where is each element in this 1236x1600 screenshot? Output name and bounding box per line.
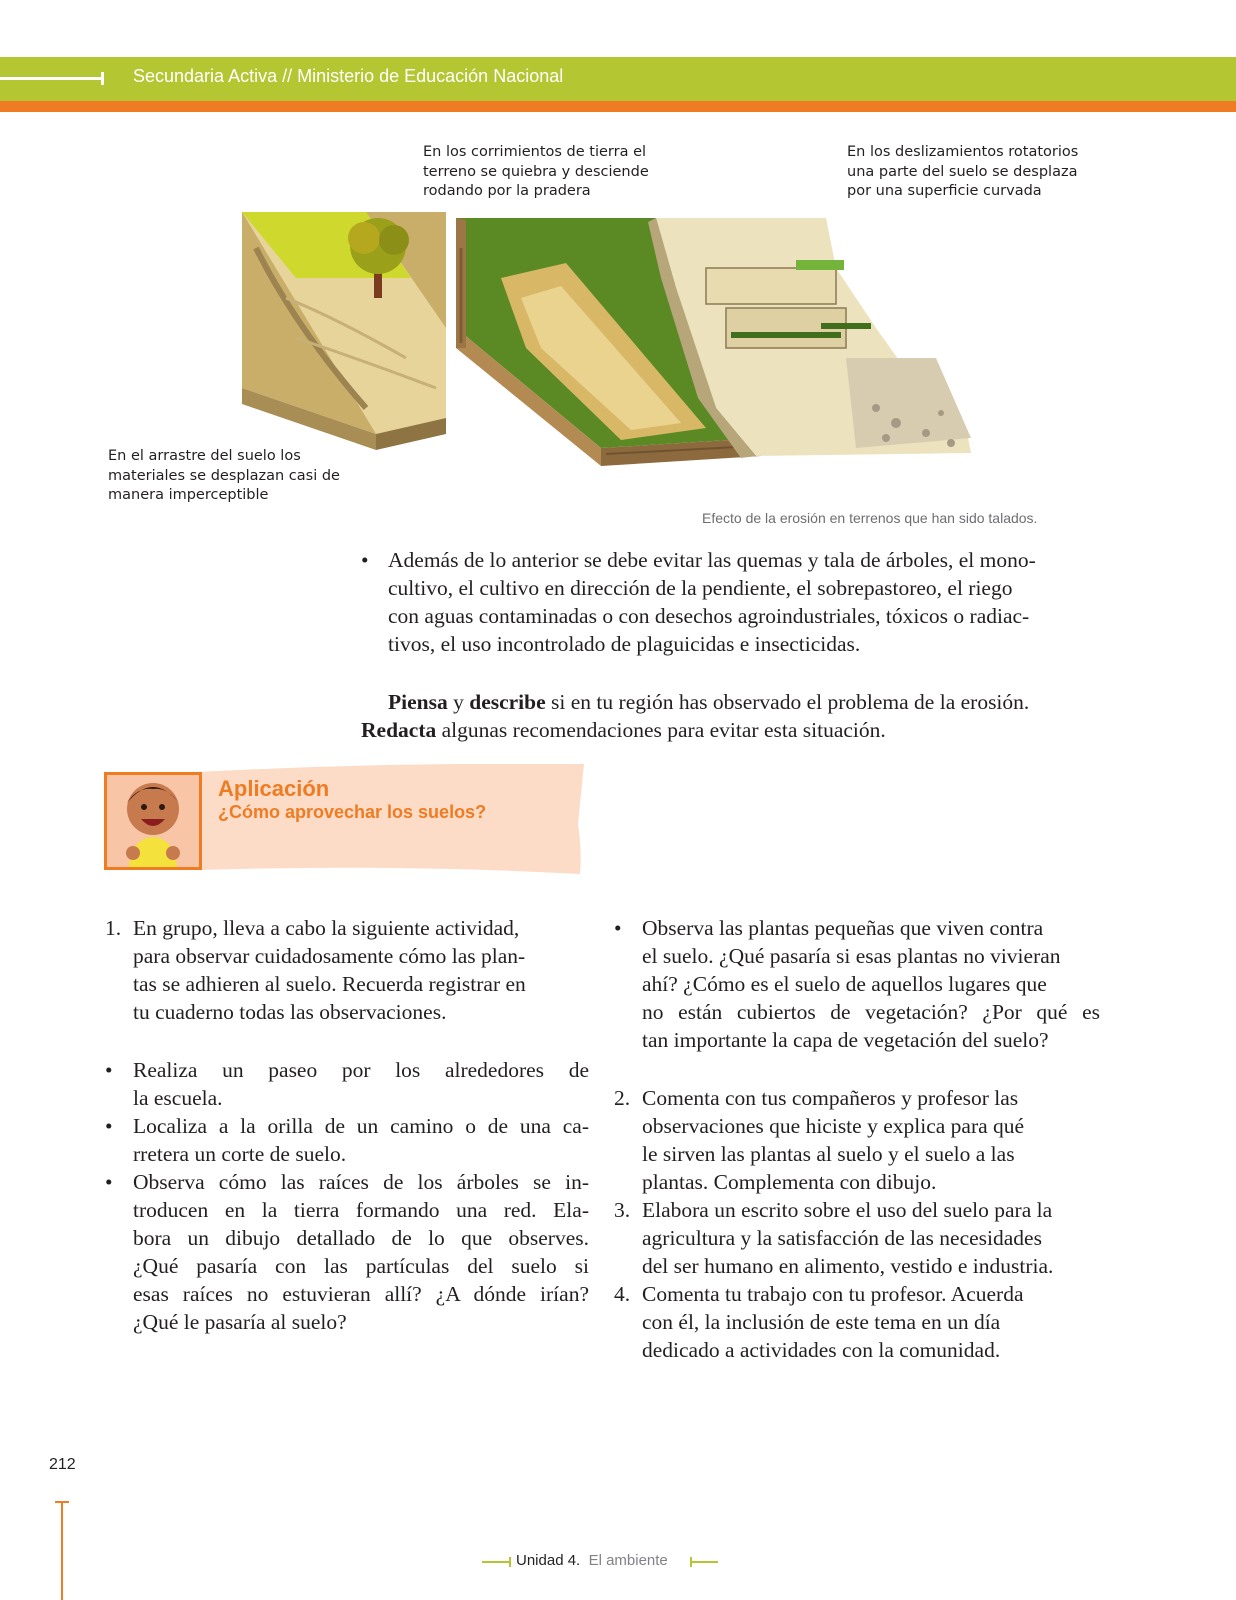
- item1-line: tu cuaderno todas las observaciones.: [133, 1000, 447, 1024]
- bullet-line: Observa las plantas pequeñas que viven contra: [642, 916, 1044, 940]
- page-number: 212: [49, 1456, 76, 1473]
- bullet-line: rretera un corte de suelo.: [133, 1142, 347, 1166]
- item-line: Comenta con tus compañeros y profesor las: [642, 1086, 1019, 1110]
- intro-line: cultivo, el cultivo en dirección de la pendiente, el sobrepastoreo, el riego: [388, 576, 1013, 600]
- footer-unit: Unidad 4. El ambiente: [516, 1552, 668, 1569]
- think-paragraph-line1: Piensa y describe si en tu región has observado el problema de la erosión.: [388, 690, 1030, 714]
- header-rule-tick: [101, 72, 104, 85]
- bullet-mark: •: [105, 1170, 113, 1194]
- item-number: 3.: [614, 1198, 631, 1222]
- bullet-line: ¿Qué le pasaría al suelo?: [133, 1310, 347, 1334]
- bullet-line: Observa cómo las raíces de los árboles se in-: [133, 1170, 589, 1194]
- item-number: 2.: [614, 1086, 631, 1110]
- item-line: le sirven las plantas al suelo y el suelo a las: [642, 1142, 1015, 1166]
- footer-rule-left-tick: [509, 1557, 511, 1567]
- intro-line: tivos, el uso incontrolado de plaguicidas e insecticidas.: [388, 632, 861, 656]
- bullet-mark: •: [105, 1058, 113, 1082]
- item-line: observaciones que hiciste y explica para qué: [642, 1114, 1025, 1138]
- item1-line: tas se adhieren al suelo. Recuerda registrar en: [133, 972, 526, 996]
- figure-label-rotational: En los deslizamientos rotatorios una parte del suelo se desplaza por una superficie curvada: [847, 144, 1079, 199]
- bullet-line: la escuela.: [133, 1086, 223, 1110]
- item-line: agricultura y la satisfacción de las necesidades: [642, 1226, 1042, 1250]
- bullet-line: tan importante la capa de vegetación del suelo?: [642, 1028, 1049, 1052]
- bullet-line: Realiza un paseo por los alrededores de: [133, 1058, 589, 1082]
- footer-rule-right: [690, 1561, 718, 1563]
- bullet-mark: •: [105, 1114, 113, 1138]
- student-avatar: [104, 772, 202, 870]
- margin-rule: [61, 1502, 63, 1600]
- item-line: dedicado a actividades con la comunidad.: [642, 1338, 1001, 1362]
- bullet-line: bora un dibujo detallado de lo que observes.: [133, 1226, 589, 1250]
- item-number: 1.: [105, 916, 122, 940]
- aplicacion-title: Aplicación: [218, 776, 330, 801]
- erosion-illustration: [236, 208, 996, 470]
- bullet-line: troducen en la tierra formando una red. Ela-: [133, 1198, 589, 1222]
- think-paragraph-line2: Redacta algunas recomendaciones para evitar esta situación.: [361, 718, 886, 742]
- item-line: del ser humano en alimento, vestido e industria.: [642, 1254, 1054, 1278]
- item-line: Elabora un escrito sobre el uso del suelo para la: [642, 1198, 1053, 1222]
- bullet-line: no están cubiertos de vegetación? ¿Por qué es: [642, 1000, 1100, 1024]
- bullet-mark: •: [614, 916, 622, 940]
- bullet-line: Localiza a la orilla de un camino o de una ca-: [133, 1114, 589, 1138]
- intro-bullet: [361, 546, 1101, 666]
- item-line: Comenta tu trabajo con tu profesor. Acuerda: [642, 1282, 1024, 1306]
- item-line: plantas. Complementa con dibujo.: [642, 1170, 937, 1194]
- header-stripe: [0, 101, 1236, 112]
- header-rule: [0, 77, 102, 80]
- intro-line: con aguas contaminadas o con desechos agroindustriales, tóxicos o radiac-: [388, 604, 1030, 628]
- item-number: 4.: [614, 1282, 631, 1306]
- figure-label-landslide: En los corrimientos de tierra el terreno se quiebra y desciende rodando por la pradera: [423, 144, 649, 199]
- item1-line: En grupo, lleva a cabo la siguiente actividad,: [133, 916, 520, 940]
- item-line: con él, la inclusión de este tema en un día: [642, 1310, 1001, 1334]
- bullet-line: el suelo. ¿Qué pasaría si esas plantas no vivieran: [642, 944, 1061, 968]
- bullet-line: ¿Qué pasaría con las partículas del suelo si: [133, 1254, 589, 1278]
- header-title: Secundaria Activa // Ministerio de Educación Nacional: [133, 66, 564, 86]
- bullet-line: ahí? ¿Cómo es el suelo de aquellos lugares que: [642, 972, 1047, 996]
- item1-line: para observar cuidadosamente cómo las plan-: [133, 944, 526, 968]
- intro-line: Además de lo anterior se debe evitar las quemas y tala de árboles, el mono-: [388, 548, 1036, 572]
- footer-rule-left: [482, 1561, 510, 1563]
- bullet-mark: •: [361, 548, 369, 572]
- figure-label-creep: En el arrastre del suelo los materiales se desplazan casi de manera imperceptible: [108, 448, 340, 503]
- soil-creep-block: [242, 212, 446, 450]
- left-column: [105, 914, 590, 1344]
- figure-caption: Efecto de la erosión en terrenos que han sido talados.: [702, 510, 1038, 526]
- bullet-line: esas raíces no estuvieran allí? ¿A dónde irían?: [133, 1282, 589, 1306]
- aplicacion-subtitle: ¿Cómo aprovechar los suelos?: [218, 802, 487, 822]
- right-column: [614, 914, 1114, 1374]
